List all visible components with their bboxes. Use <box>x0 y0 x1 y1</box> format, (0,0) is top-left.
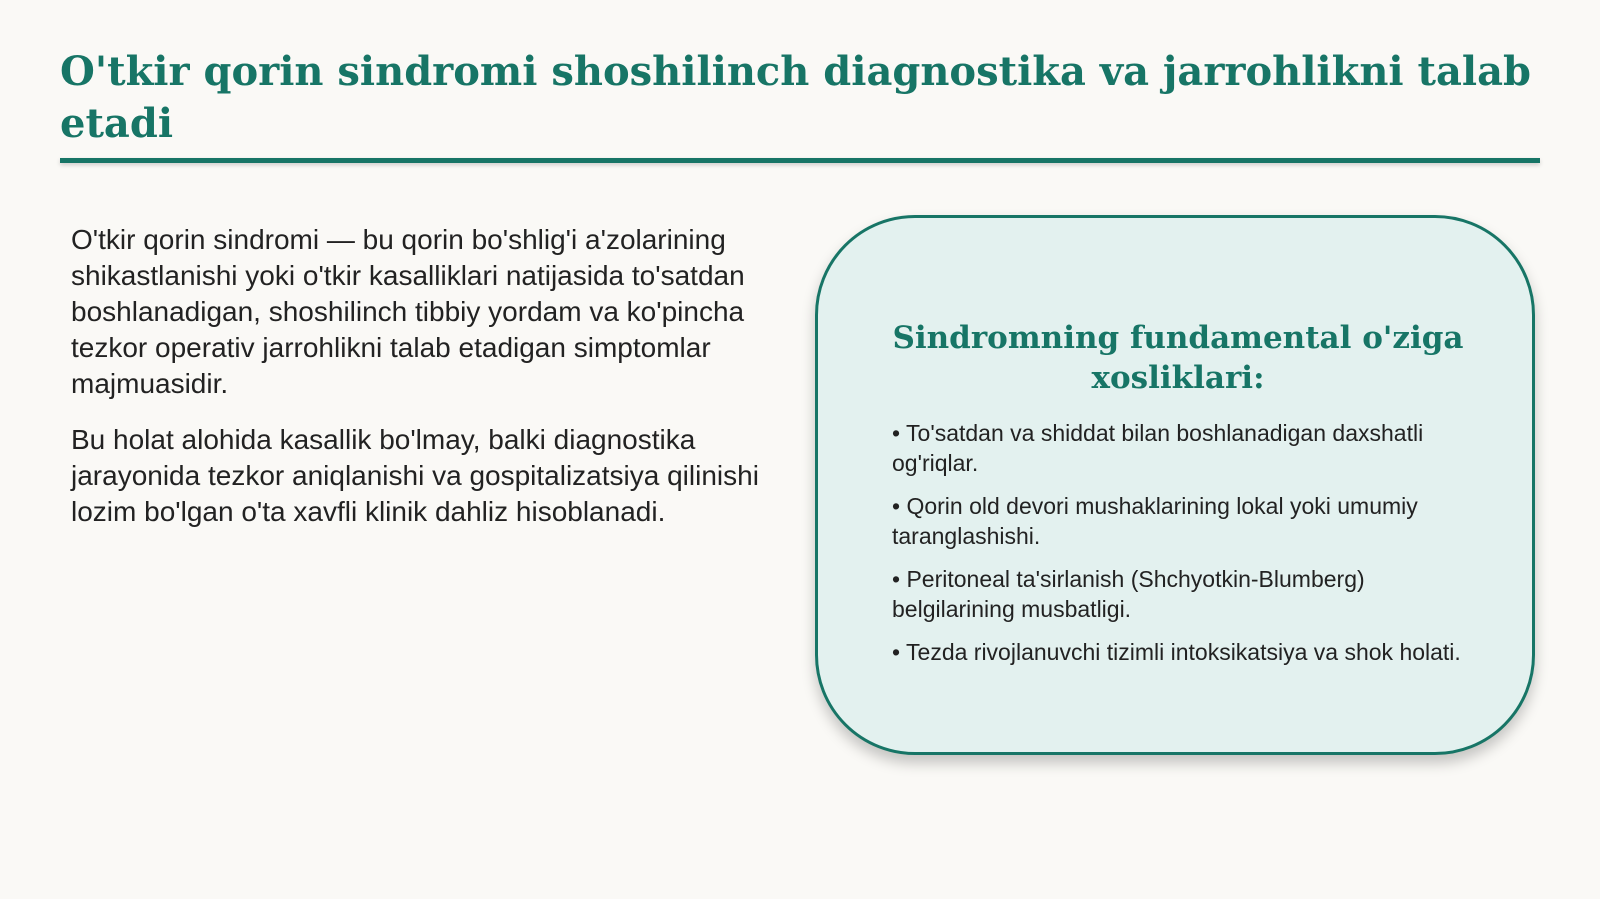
list-item: • Peritoneal ta'sirlanish (Shchyotkin-Blumberg) belgilarining musbatligi. <box>892 566 1365 622</box>
intro-paragraph-1: O'tkir qorin sindromi — bu qorin bo'shlig'i a'zolarining shikastlanishi yoki o'tkir kasalliklari natijasida to'satdan boshlanadigan, shoshilinch tibbiy yordam va ko'pincha tezkor operativ jarrohlikni talab etadigan simptomlar majmuasidir. <box>71 224 745 399</box>
list-item: • To'satdan va shiddat bilan boshlanadigan daxshatli og'riqlar. <box>892 420 1424 476</box>
features-list <box>892 418 1482 680</box>
intro-paragraph-2: Bu holat alohida kasallik bo'lmay, balki diagnostika jarayonida tezkor aniqlanishi va gospitalizatsiya qilinishi lozim bo'lgan o'ta xavfli klinik dahliz hisoblanadi. <box>71 424 759 527</box>
title-divider <box>60 158 1540 163</box>
list-item: • Qorin old devori mushaklarining lokal yoki umumiy taranglashishi. <box>892 493 1418 549</box>
slide-title: O'tkir qorin sindromi shoshilinch diagnostika va jarrohlikni talab etadi <box>60 48 1532 147</box>
card-heading: Sindromning fundamental o'ziga xosliklari: <box>892 320 1464 396</box>
intro-text <box>71 222 771 550</box>
list-item: • Tezda rivojlanuvchi tizimli intoksikatsiya va shok holati. <box>892 639 1461 665</box>
features-card <box>815 215 1535 755</box>
